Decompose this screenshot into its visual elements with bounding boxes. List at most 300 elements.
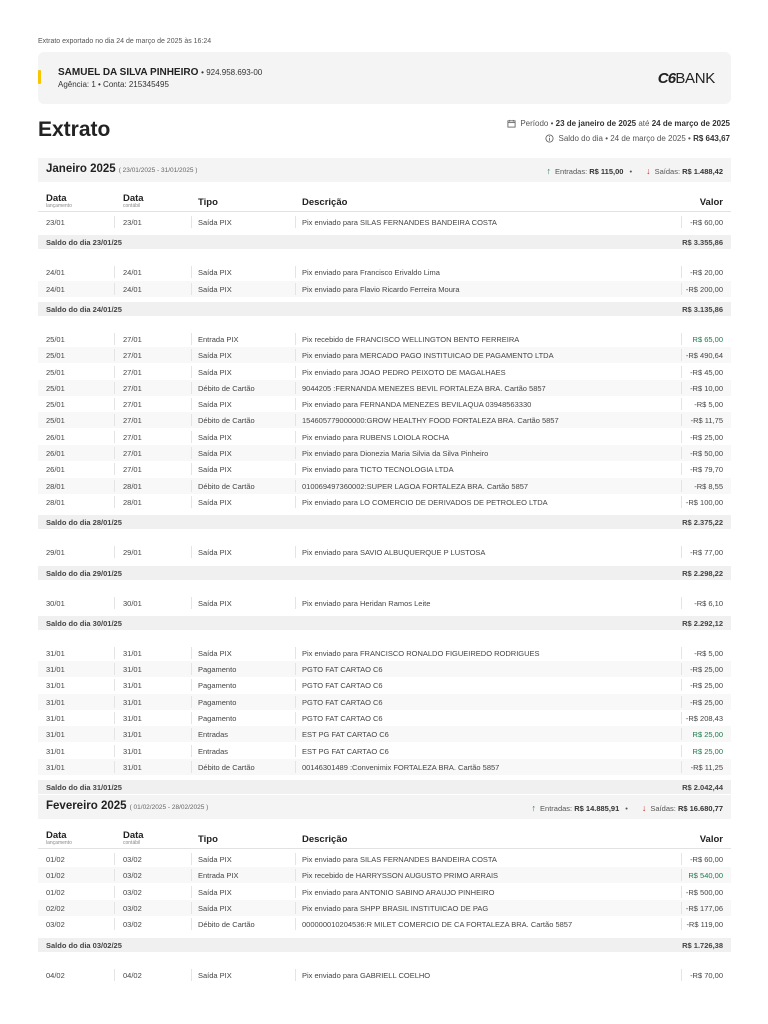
column-divider	[295, 414, 296, 426]
column-divider	[681, 398, 682, 410]
arrow-down-icon: ↓	[646, 166, 651, 176]
transaction-description: Pix enviado para SILAS FERNANDES BANDEIRA COSTA	[302, 218, 497, 227]
column-divider	[681, 266, 682, 278]
transaction-type: Saída PIX	[198, 432, 232, 442]
daily-balance-row	[38, 302, 731, 316]
transaction-amount: -R$ 490,64	[685, 351, 723, 361]
transaction-type: Saída PIX	[198, 465, 232, 475]
column-divider	[295, 869, 296, 881]
transaction-description: PGTO FAT CARTAO C6	[302, 681, 383, 691]
accounting-date: 28/01	[123, 481, 142, 491]
month-name: Fevereiro 2025	[46, 800, 127, 812]
column-divider	[191, 496, 192, 508]
column-divider	[114, 663, 115, 675]
table-row	[38, 544, 731, 560]
accounting-date: 31/01	[123, 762, 142, 772]
column-divider	[681, 431, 682, 443]
column-divider	[681, 902, 682, 914]
column-divider	[295, 761, 296, 773]
transaction-amount: R$ 65,00	[692, 334, 723, 344]
transaction-description: Pix enviado para GABRIELL COELHO	[302, 970, 431, 980]
posting-date: 26/01	[46, 432, 65, 442]
transaction-description: Pix enviado para ANTONIO SABINO ARAUJO PINHEIRO	[302, 887, 495, 897]
transaction-type: Entrada PIX	[198, 871, 239, 881]
exits-label: Saídas:	[654, 167, 681, 176]
col-header-type: Tipo	[198, 834, 218, 845]
posting-date: 01/02	[46, 887, 65, 897]
col-header-sublabel: contábil	[123, 203, 141, 209]
table-row	[38, 726, 731, 742]
table-row	[38, 710, 731, 726]
transaction-type: Saída PIX	[198, 284, 232, 294]
table-row	[38, 884, 731, 900]
transaction-description: 010069497360002:SUPER LAGOA FORTALEZA BRA. Cartão 5857	[302, 481, 529, 491]
column-divider	[681, 382, 682, 394]
column-divider	[681, 463, 682, 475]
transaction-description: EST PG FAT CARTAO C6	[302, 730, 389, 740]
column-divider	[114, 679, 115, 691]
table-row	[38, 694, 731, 710]
transaction-amount: -R$ 500,00	[685, 887, 723, 897]
table-row	[38, 645, 731, 661]
transaction-type: Saída PIX	[198, 400, 232, 410]
transaction-type: Saída PIX	[198, 970, 232, 980]
column-divider	[295, 447, 296, 459]
daily-balance-label: Saldo do dia 31/01/25	[46, 783, 122, 793]
column-divider	[295, 712, 296, 724]
posting-date: 04/02	[46, 970, 65, 980]
transaction-type: Pagamento	[198, 697, 237, 707]
transaction-type: Saída PIX	[198, 367, 232, 377]
transaction-amount: -R$ 25,00	[690, 681, 723, 691]
column-divider	[295, 728, 296, 740]
col-header-description: Descrição	[302, 197, 348, 208]
accounting-date: 27/01	[123, 449, 142, 458]
transaction-type: Débito de Cartão	[198, 920, 255, 930]
transaction-description: PGTO FAT CARTAO C6	[302, 697, 383, 707]
column-divider	[295, 886, 296, 898]
column-divider	[114, 597, 115, 609]
column-divider	[295, 266, 296, 278]
transaction-amount: -R$ 20,00	[690, 268, 723, 278]
column-divider	[295, 496, 296, 508]
accounting-date: 29/01	[123, 548, 142, 558]
table-row	[38, 412, 731, 428]
column-divider	[681, 679, 682, 691]
transaction-amount: -R$ 5,00	[694, 648, 723, 658]
daily-balance-amount: R$ 2.375,22	[682, 518, 723, 528]
column-divider	[295, 918, 296, 930]
month-range: ( 01/02/2025 - 28/02/2025 )	[129, 804, 209, 811]
transaction-type: Débito de Cartão	[198, 481, 255, 491]
column-divider	[191, 480, 192, 492]
transaction-type: Saída PIX	[198, 548, 232, 558]
table-row	[38, 916, 731, 932]
column-divider	[191, 266, 192, 278]
column-divider	[114, 745, 115, 757]
transaction-amount: -R$ 25,00	[690, 665, 723, 675]
day-balance: Saldo do dia • 24 de março de 2025 • R$ 643,67	[545, 134, 730, 143]
column-divider	[114, 886, 115, 898]
transaction-type: Pagamento	[198, 714, 237, 723]
column-divider	[191, 216, 192, 228]
account-accent-bar	[38, 70, 41, 84]
accounting-date: 28/01	[123, 497, 142, 507]
period-info: Período • 23 de janeiro de 2025 até 24 de março de 2025	[507, 119, 730, 128]
table-row	[38, 281, 731, 297]
transaction-description: Pix enviado para FERNANDA MENEZES BEVILAQUA 03948563330	[302, 400, 532, 410]
accounting-date: 03/02	[123, 903, 142, 913]
transaction-amount: -R$ 60,00	[690, 855, 723, 864]
table-row	[38, 461, 731, 477]
month-range: ( 23/01/2025 - 31/01/2025 )	[118, 167, 198, 174]
calendar-icon	[507, 119, 516, 128]
column-divider	[191, 869, 192, 881]
table-row	[38, 900, 731, 916]
posting-date: 31/01	[46, 714, 65, 723]
transaction-amount: R$ 540,00	[688, 871, 723, 881]
column-divider	[295, 366, 296, 378]
month-name: Janeiro 2025	[46, 163, 116, 175]
transaction-description: Pix enviado para TICTO TECNOLOGIA LTDA	[302, 465, 454, 475]
column-divider	[114, 480, 115, 492]
column-divider	[681, 480, 682, 492]
column-divider	[114, 398, 115, 410]
column-divider	[114, 349, 115, 361]
column-divider	[191, 712, 192, 724]
transaction-amount: -R$ 45,00	[690, 367, 723, 377]
bullet-separator: •	[629, 167, 633, 176]
daily-balance-amount: R$ 3.355,86	[682, 238, 723, 248]
accounting-date: 27/01	[123, 383, 142, 393]
transaction-description: EST PG FAT CARTAO C6	[302, 746, 389, 756]
accounting-date: 27/01	[123, 416, 142, 426]
transaction-type: Saída PIX	[198, 497, 232, 507]
transaction-type: Entrada PIX	[198, 334, 239, 344]
daily-balance-label: Saldo do dia 29/01/25	[46, 568, 122, 578]
transaction-type: Saída PIX	[198, 449, 232, 458]
transaction-amount: -R$ 119,00	[686, 920, 723, 930]
accounting-date: 30/01	[123, 598, 142, 608]
accounting-date: 31/01	[123, 665, 142, 675]
transaction-type: Saída PIX	[198, 903, 232, 913]
column-divider	[295, 696, 296, 708]
posting-date: 25/01	[46, 400, 65, 410]
transaction-amount: -R$ 11,25	[690, 762, 723, 772]
column-divider	[681, 761, 682, 773]
posting-date: 02/02	[46, 903, 65, 913]
transaction-type: Pagamento	[198, 665, 237, 675]
table-row	[38, 759, 731, 775]
month-title	[46, 163, 197, 175]
posting-date: 03/02	[46, 920, 65, 930]
posting-date: 25/01	[46, 383, 65, 393]
column-divider	[295, 597, 296, 609]
accounting-date: 24/01	[123, 284, 142, 294]
daily-balance-row	[38, 616, 731, 630]
daily-balance-amount: R$ 2.042,44	[682, 783, 723, 793]
daily-balance-amount: R$ 3.135,86	[682, 304, 723, 314]
column-divider	[114, 728, 115, 740]
accounting-date: 23/01	[123, 218, 142, 227]
transaction-description: PGTO FAT CARTAO C6	[302, 665, 383, 675]
column-divider	[191, 745, 192, 757]
account-holder	[58, 67, 262, 78]
posting-date: 23/01	[46, 218, 65, 227]
column-divider	[681, 333, 682, 345]
column-divider	[681, 349, 682, 361]
column-divider	[295, 431, 296, 443]
posting-date: 25/01	[46, 367, 65, 377]
transaction-description: PGTO FAT CARTAO C6	[302, 714, 383, 723]
transaction-amount: R$ 25,00	[692, 730, 723, 740]
column-divider	[295, 663, 296, 675]
table-row	[38, 743, 731, 759]
transaction-type: Saída PIX	[198, 268, 232, 278]
col-header-sublabel: contábil	[123, 840, 141, 846]
column-divider	[191, 283, 192, 295]
column-divider	[681, 853, 682, 865]
transaction-description: Pix recebido de FRANCISCO WELLINGTON BENTO FERREIRA	[302, 334, 520, 344]
transaction-type: Débito de Cartão	[198, 383, 255, 393]
column-divider	[191, 728, 192, 740]
transaction-description: Pix enviado para SAVIO ALBUQUERQUE P LUSTOSA	[302, 548, 486, 558]
transaction-amount: -R$ 25,00	[690, 432, 723, 442]
column-divider	[295, 216, 296, 228]
month-totals	[547, 166, 723, 176]
table-row	[38, 967, 731, 983]
table-row	[38, 494, 731, 510]
month-header	[38, 158, 731, 182]
transaction-amount: -R$ 5,00	[694, 400, 723, 410]
daily-balance-row	[38, 515, 731, 529]
transaction-description: Pix enviado para SILAS FERNANDES BANDEIRA COSTA	[302, 855, 497, 864]
column-divider	[681, 886, 682, 898]
transaction-description: Pix enviado para Francisco Erivaldo Lima	[302, 268, 440, 278]
accounting-date: 27/01	[123, 367, 142, 377]
posting-date: 30/01	[46, 598, 65, 608]
table-row	[38, 331, 731, 347]
column-divider	[295, 382, 296, 394]
column-divider	[191, 902, 192, 914]
accounting-date: 31/01	[123, 648, 142, 658]
posting-date: 28/01	[46, 481, 65, 491]
accounting-date: 27/01	[123, 465, 142, 475]
column-divider	[295, 463, 296, 475]
account-cpf: • 924.958.693-00	[201, 68, 263, 77]
transaction-description: Pix enviado para MERCADO PAGO INSTITUICAO DE PAGAMENTO LTDA	[302, 351, 554, 361]
column-divider	[114, 869, 115, 881]
table-header	[38, 827, 731, 849]
column-divider	[681, 745, 682, 757]
posting-date: 31/01	[46, 681, 65, 691]
column-divider	[295, 349, 296, 361]
account-holder-name: SAMUEL DA SILVA PINHEIRO	[58, 67, 199, 78]
column-divider	[114, 853, 115, 865]
transaction-amount: -R$ 11,75	[690, 416, 723, 426]
accounting-date: 04/02	[123, 970, 142, 980]
column-divider	[295, 647, 296, 659]
table-header	[38, 190, 731, 212]
column-divider	[681, 447, 682, 459]
accounting-date: 31/01	[123, 697, 142, 707]
column-divider	[681, 647, 682, 659]
accounting-date: 27/01	[123, 400, 142, 410]
transaction-amount: -R$ 77,00	[690, 548, 723, 558]
transaction-description: Pix enviado para FRANCISCO RONALDO FIGUEIREDO RODRIGUES	[302, 648, 540, 658]
accounting-date: 31/01	[123, 746, 142, 756]
daily-balance-row	[38, 566, 731, 580]
export-note: Extrato exportado no dia 24 de março de 2025 às 16:24	[38, 38, 212, 45]
transaction-amount: -R$ 50,00	[690, 449, 723, 458]
posting-date: 29/01	[46, 548, 65, 558]
transaction-type: Saída PIX	[198, 855, 232, 864]
column-divider	[191, 663, 192, 675]
transaction-description: Pix enviado para JOAO PEDRO PEIXOTO DE MAGALHAES	[302, 367, 506, 377]
column-divider	[114, 283, 115, 295]
posting-date: 25/01	[46, 351, 65, 361]
accounting-date: 27/01	[123, 334, 142, 344]
daily-balance-label: Saldo do dia 30/01/25	[46, 618, 122, 628]
column-divider	[681, 918, 682, 930]
posting-date: 31/01	[46, 697, 65, 707]
transaction-description: 154605779000000:GROW HEALTHY FOOD FORTALEZA BRA. Cartão 5857	[302, 416, 559, 426]
table-row	[38, 214, 731, 230]
table-row	[38, 661, 731, 677]
accounting-date: 03/02	[123, 855, 142, 864]
column-divider	[114, 382, 115, 394]
transaction-description: 00146301489 :Convenimix FORTALEZA BRA. Cartão 5857	[302, 762, 500, 772]
column-divider	[681, 728, 682, 740]
entries-label: Entradas:	[540, 804, 573, 813]
column-divider	[114, 447, 115, 459]
column-divider	[681, 969, 682, 981]
column-divider	[114, 696, 115, 708]
col-header-type: Tipo	[198, 197, 218, 208]
transaction-amount: -R$ 100,00	[685, 497, 723, 507]
posting-date: 26/01	[46, 449, 65, 458]
column-divider	[191, 546, 192, 558]
transaction-amount: -R$ 79,70	[690, 465, 723, 475]
transaction-type: Pagamento	[198, 681, 237, 691]
col-header-amount: Valor	[699, 834, 723, 845]
column-divider	[191, 679, 192, 691]
column-divider	[191, 597, 192, 609]
daily-balance-label: Saldo do dia 24/01/25	[46, 304, 122, 314]
column-divider	[114, 431, 115, 443]
exits-value: R$ 1.488,42	[682, 167, 723, 176]
transaction-description: Pix recebido de HARRYSSON AUGUSTO PRIMO ARRAIS	[302, 871, 499, 881]
column-divider	[191, 333, 192, 345]
column-divider	[295, 333, 296, 345]
entries-label: Entradas:	[555, 167, 588, 176]
posting-date: 31/01	[46, 730, 65, 740]
col-header-label: Data	[46, 830, 67, 841]
transaction-type: Saída PIX	[198, 648, 232, 658]
column-divider	[295, 679, 296, 691]
transaction-type: Débito de Cartão	[198, 416, 255, 426]
column-divider	[191, 366, 192, 378]
transaction-amount: -R$ 208,43	[685, 714, 723, 723]
transaction-amount: -R$ 200,00	[685, 284, 723, 294]
column-divider	[114, 333, 115, 345]
col-header-description: Descrição	[302, 834, 348, 845]
column-divider	[295, 902, 296, 914]
column-divider	[681, 366, 682, 378]
accounting-date: 03/02	[123, 871, 142, 881]
col-header-sublabel: lançamento	[46, 203, 72, 209]
column-divider	[191, 696, 192, 708]
column-divider	[681, 496, 682, 508]
transaction-description: Pix enviado para Dionezia Maria Silvia da Silva Pinheiro	[302, 449, 489, 458]
column-divider	[191, 414, 192, 426]
col-header-posting-date	[46, 193, 72, 209]
transaction-type: Entradas	[198, 730, 229, 740]
transaction-type: Entradas	[198, 746, 229, 756]
transaction-amount: -R$ 177,06	[685, 903, 723, 913]
table-row	[38, 347, 731, 363]
column-divider	[114, 712, 115, 724]
column-divider	[191, 382, 192, 394]
column-divider	[295, 546, 296, 558]
transaction-amount: -R$ 8,55	[694, 481, 723, 491]
transaction-amount: -R$ 6,10	[694, 598, 723, 608]
transaction-type: Débito de Cartão	[198, 762, 255, 772]
column-divider	[681, 869, 682, 881]
posting-date: 28/01	[46, 497, 65, 507]
col-header-label: Data	[46, 193, 67, 204]
table-row	[38, 264, 731, 280]
column-divider	[191, 447, 192, 459]
table-row	[38, 396, 731, 412]
table-row	[38, 867, 731, 883]
transaction-description: 000000010204536:R MILET COMERCIO DE CA FORTALEZA BRA. Cartão 5857	[302, 920, 573, 930]
posting-date: 24/01	[46, 284, 65, 294]
column-divider	[191, 463, 192, 475]
transaction-description: Pix enviado para Heridan Ramos Leite	[302, 598, 431, 608]
column-divider	[295, 745, 296, 757]
transaction-amount: -R$ 10,00	[690, 383, 723, 393]
column-divider	[681, 696, 682, 708]
column-divider	[295, 853, 296, 865]
column-divider	[295, 283, 296, 295]
table-row	[38, 364, 731, 380]
column-divider	[681, 216, 682, 228]
page-title: Extrato	[38, 118, 111, 141]
column-divider	[114, 546, 115, 558]
daily-balance-amount: R$ 1.726,38	[682, 940, 723, 950]
column-divider	[681, 597, 682, 609]
transaction-amount: -R$ 25,00	[690, 697, 723, 707]
table-row	[38, 380, 731, 396]
month-totals	[532, 803, 723, 813]
column-divider	[681, 663, 682, 675]
column-divider	[295, 398, 296, 410]
column-divider	[114, 463, 115, 475]
daily-balance-row	[38, 780, 731, 794]
column-divider	[114, 918, 115, 930]
daily-balance-amount: R$ 2.292,12	[682, 618, 723, 628]
posting-date: 01/02	[46, 871, 65, 881]
column-divider	[114, 216, 115, 228]
column-divider	[295, 480, 296, 492]
bullet-separator: •	[625, 804, 628, 813]
transaction-amount: -R$ 70,00	[690, 970, 723, 980]
accounting-date: 31/01	[123, 681, 142, 691]
posting-date: 24/01	[46, 268, 65, 278]
transaction-amount: R$ 25,00	[692, 746, 723, 756]
transaction-type: Saída PIX	[198, 351, 232, 361]
